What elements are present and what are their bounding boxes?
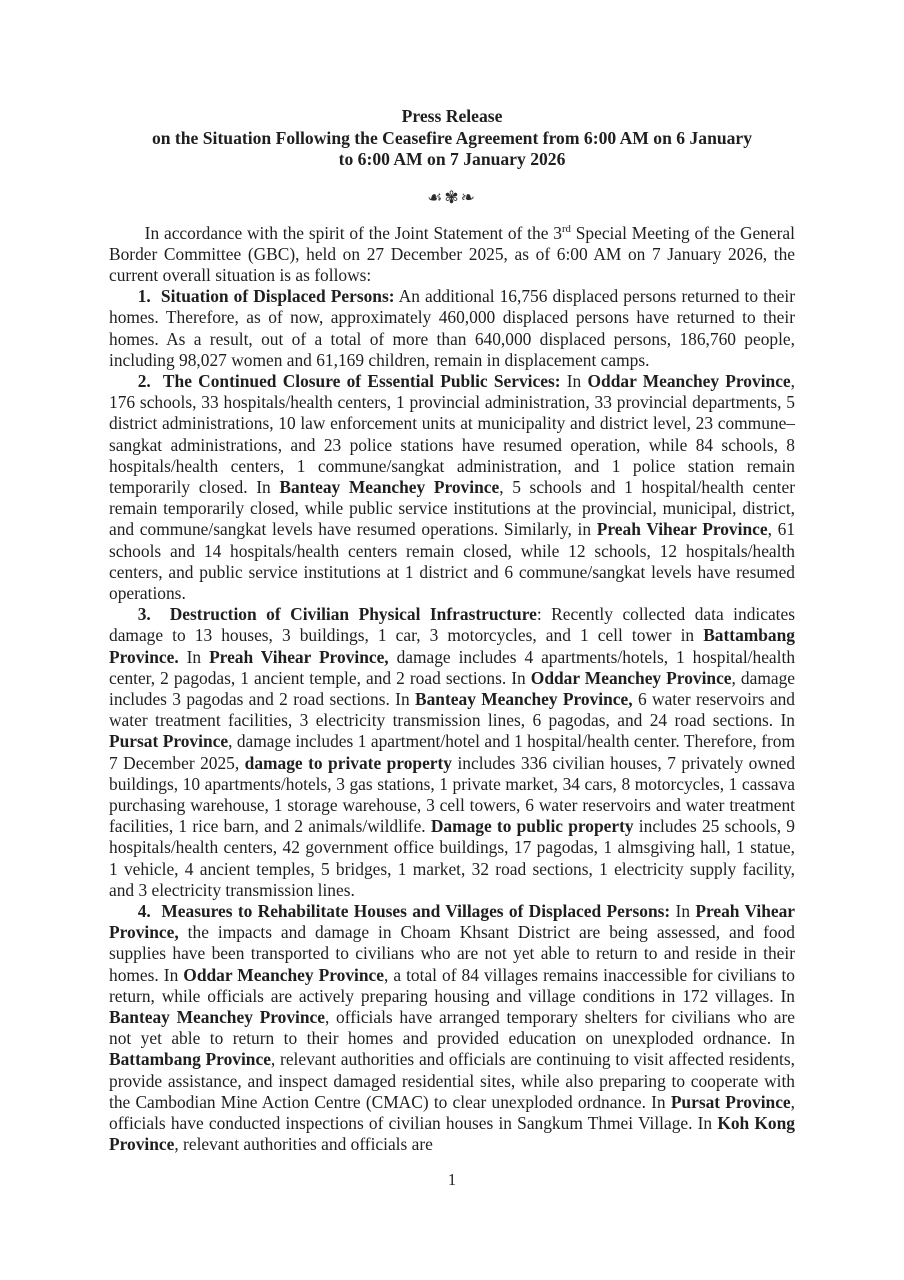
title-line-3: to 6:00 AM on 7 January 2026 (338, 149, 566, 169)
decorative-flourish: ☙✾❧ (427, 187, 477, 207)
document-paragraphs (109, 223, 795, 1156)
paragraph: 2. The Continued Closure of Essential Public Services: In Oddar Meanchey Province, 176 schools, 33 hospitals/health centers, 1 provincial administration, 33 provincial departments, 5 district administrations, 10 law enforcement units at municipality and district level, 23 commune–sangkat administrations, and 23 police stations have resumed operation, while 84 schools, 8 hospitals/health centers, 1 commune/sangkat administration, and 1 police station remain temporarily closed. In Banteay Meanchey Province, 5 schools and 1 hospital/health center remain temporarily closed, while public service institutions at the provincial, municipal, district, and commune/sangkat levels have resumed operations. Similarly, in Preah Vihear Province, 61 schools and 14 hospitals/health centers remain closed, while 12 schools, 12 hospitals/health centers, and public service institutions at 1 district and 6 commune/sangkat levels have resumed operations. (109, 370, 796, 603)
paragraph: 1. Situation of Displaced Persons: An additional 16,756 displaced persons returned to their homes. Therefore, as of now, approximately 460,000 displaced persons have returned to their homes. As a result, out of a total of more than 640,000 displaced persons, 186,760 people, including 98,027 women and 61,169 children, remain in displacement camps. (109, 286, 795, 370)
title-line-2: on the Situation Following the Ceasefire Agreement from 6:00 AM on 6 January (151, 127, 753, 148)
title-line-1: Press Release (401, 106, 503, 126)
document-title (109, 106, 795, 171)
paragraph: 4. Measures to Rehabilitate Houses and Villages of Displaced Persons: In Preah Vihear Province, the impacts and damage in Choam Khsant District are being assessed, and food supplies have been transported to civilians who are not yet able to return to and reside in their homes. In Oddar Meanchey Province, a total of 84 villages remains inaccessible for civilians to return, while officials are actively preparing housing and village conditions in 172 villages. In Banteay Meanchey Province, officials have arranged temporary shelters for civilians who are not yet able to return to their homes and provided education on unexploded ordnance. In Battambang Province, relevant authorities and officials are continuing to visit affected residents, provide assistance, and inspect damaged residential sites, while also preparing to cooperate with the Cambodian Mine Action Centre (CMAC) to clear unexploded ordnance. In Pursat Province, officials have conducted inspections of civilian houses in Sangkum Thmei Village. In Koh Kong Province, relevant authorities and officials are (109, 901, 796, 1155)
page-number: 1 (447, 1170, 457, 1189)
paragraph: 3. Destruction of Civilian Physical Infrastructure: Recently collected data indicates damage to 13 houses, 3 buildings, 1 car, 3 motorcycles, and 1 cell tower in Battambang Province. In Preah Vihear Province, damage includes 4 apartments/hotels, 1 hospital/health center, 2 pagodas, 1 ancient temple, and 2 road sections. In Oddar Meanchey Province, damage includes 3 pagodas and 2 road sections. In Banteay Meanchey Province, 6 water reservoirs and water treatment facilities, 3 electricity transmission lines, 6 pagodas, and 24 road sections. In Pursat Province, damage includes 1 apartment/hotel and 1 hospital/health center. Therefore, from 7 December 2025, damage to private property includes 336 civilian houses, 7 privately owned buildings, 10 apartments/hotels, 3 gas stations, 1 private market, 34 cars, 8 motorcycles, 1 cassava purchasing warehouse, 1 storage warehouse, 3 cell towers, 6 water reservoirs and water treatment facilities, 1 rice barn, and 2 animals/wildlife. Damage to public property includes 25 schools, 9 hospitals/health centers, 42 government office buildings, 17 pagodas, 1 almsgiving hall, 1 statue, 1 vehicle, 4 ancient temples, 5 bridges, 1 market, 32 road sections, 1 electricity supply facility, and 3 electricity transmission lines. (109, 604, 796, 900)
paragraph: In accordance with the spirit of the Joint Statement of the 3rd Special Meeting of the General Border Committee (GBC), held on 27 December 2025, as of 6:00 AM on 7 January 2026, the current overall situation is as follows: (109, 222, 795, 285)
